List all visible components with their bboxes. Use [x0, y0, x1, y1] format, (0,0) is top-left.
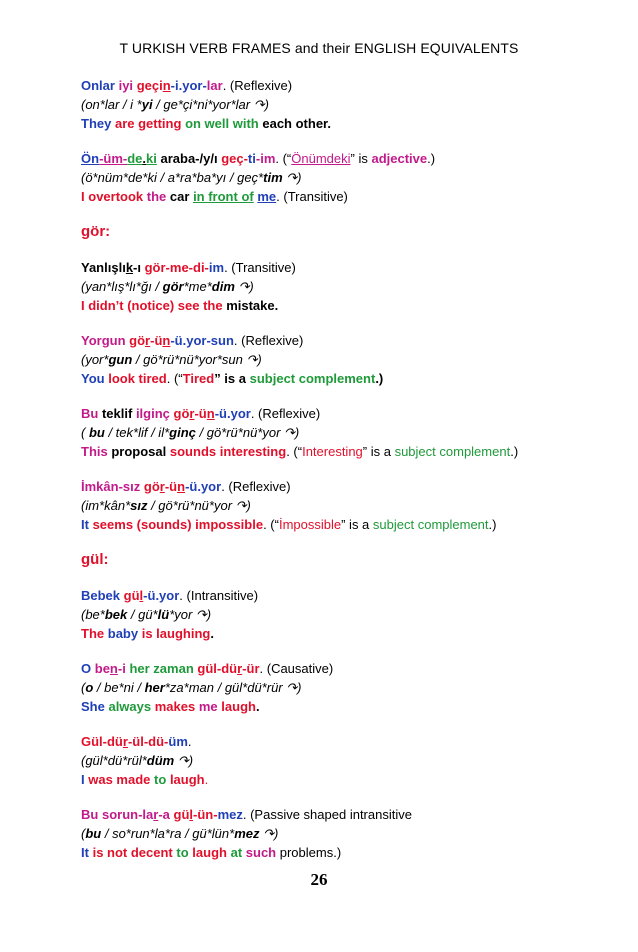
note: ” is a — [214, 371, 250, 386]
syllable-line — [81, 168, 611, 187]
word: always — [108, 699, 152, 714]
example-imkansiz — [81, 477, 611, 534]
turkish-sentence — [81, 331, 611, 350]
word: r — [159, 479, 165, 494]
word: was made — [88, 772, 151, 787]
turkish-sentence — [81, 805, 611, 824]
word: to — [154, 772, 167, 787]
syllable-line — [81, 751, 611, 770]
frame-label: . (Reflexive) — [233, 333, 304, 348]
word: The — [81, 626, 105, 641]
syllables: *za*man / gül*dü*rür ↷) — [164, 680, 302, 695]
syllables: mez — [234, 826, 260, 841]
syllables: yi — [141, 97, 153, 112]
example-yanlisligi — [81, 258, 611, 315]
word: . — [204, 772, 209, 787]
word: Yorgun — [81, 333, 126, 348]
english-sentence — [81, 697, 611, 716]
word: -ü.yor- — [170, 333, 211, 348]
word: It — [81, 845, 89, 860]
note: ” is a — [362, 444, 395, 459]
word: It — [81, 517, 89, 532]
frame-label: . (Reflexive) — [222, 78, 293, 93]
word: . — [210, 626, 214, 641]
page-header: T URKISH VERB FRAMES and their ENGLISH EQUIVALENTS — [119, 40, 519, 56]
word: ti — [247, 151, 256, 166]
note: .) — [375, 371, 384, 386]
syllables: lar — [104, 97, 120, 112]
word: such — [245, 845, 277, 860]
syllables: ↷) — [174, 753, 194, 768]
word: -im — [255, 151, 276, 166]
syllables: ↷) — [250, 97, 269, 112]
word: -i.yor- — [170, 78, 207, 93]
note: . (“ — [286, 444, 303, 459]
frame-label: . (Intransitive) — [179, 588, 259, 603]
example-onumdeki-araba — [81, 149, 611, 206]
syllable-line — [81, 496, 611, 515]
syllables: bu — [85, 826, 102, 841]
english-sentence — [81, 624, 611, 643]
word: be — [94, 661, 110, 676]
word: I — [81, 189, 85, 204]
word: I — [81, 772, 85, 787]
word: sorun-la — [101, 807, 154, 822]
word: baby — [107, 626, 139, 641]
example-bu-teklif-ilginc — [81, 404, 611, 461]
word: r — [237, 661, 243, 676]
syllables: (be* — [81, 607, 105, 622]
word: n — [162, 78, 171, 93]
syllables: ( — [81, 425, 89, 440]
word: n — [162, 333, 171, 348]
word: laugh — [169, 772, 205, 787]
word: Bu — [81, 807, 99, 822]
word: mistake. — [226, 298, 279, 313]
syllables: *yor ↷) — [169, 607, 212, 622]
turkish-sentence — [81, 76, 611, 95]
turkish-sentence — [81, 732, 611, 751]
syllables: (ö* — [81, 170, 98, 185]
word: r — [122, 734, 128, 749]
word: İmkân-sız — [81, 479, 141, 494]
syllables: gun — [108, 352, 133, 367]
turkish-sentence — [81, 477, 611, 496]
word: Bebek — [81, 588, 121, 603]
word: -ül-dü- — [127, 734, 169, 749]
section-heading-gor: gör: — [81, 223, 111, 240]
word: n — [206, 406, 215, 421]
syllable-line — [81, 605, 611, 624]
syllables: bek — [104, 607, 128, 622]
word: gü — [123, 588, 140, 603]
word: gü — [173, 807, 190, 822]
word: ki — [146, 151, 157, 166]
word: me — [257, 189, 277, 204]
word: is not decent — [92, 845, 173, 860]
note: . (“ — [275, 151, 292, 166]
note: adjective — [371, 151, 428, 166]
turkish-sentence — [81, 659, 611, 678]
word: -üm- — [99, 151, 128, 166]
word: laugh — [221, 699, 256, 714]
word: overtook — [88, 189, 144, 204]
example-yorgun-gorunuyorsun — [81, 331, 611, 388]
syllables: ↷) — [234, 279, 254, 294]
word: geç- — [221, 151, 248, 166]
word: They — [81, 116, 112, 131]
english-sentence — [81, 442, 611, 461]
syllables: ge*çi*ni*yor*lar — [163, 97, 251, 112]
word: -a — [158, 807, 170, 822]
syllables: ( — [81, 680, 86, 695]
word: laugh — [192, 845, 227, 860]
note: . (“ — [263, 517, 279, 532]
syllables: (im*kân* — [81, 498, 131, 513]
syllables: / be*ni / — [93, 680, 145, 695]
word: are getting — [114, 116, 182, 131]
word: k — [125, 260, 134, 275]
word: -ün- — [193, 807, 218, 822]
word: -ü — [194, 406, 207, 421]
word: Onlar — [81, 78, 115, 93]
english-sentence — [81, 369, 611, 388]
syllable-line — [81, 423, 611, 442]
word: She — [81, 699, 105, 714]
note: subject complement — [249, 371, 376, 386]
word: Bu — [81, 406, 99, 421]
word: makes — [154, 699, 196, 714]
word: -ü.yor — [214, 406, 251, 421]
word: This — [81, 444, 108, 459]
syllables: ginç — [169, 425, 196, 440]
note: .) — [488, 517, 497, 532]
word: proposal — [111, 444, 167, 459]
syllables: (yan*lış*lı*ğı / — [81, 279, 163, 294]
syllables: / gö*rü*nü*yor ↷) — [147, 498, 251, 513]
note: .) — [427, 151, 436, 166]
word: geçi — [136, 78, 163, 93]
word: r — [153, 807, 159, 822]
word: Gül-dü — [81, 734, 123, 749]
note: ” is — [350, 151, 372, 166]
syllables: (gül*dü*rül* — [81, 753, 147, 768]
word: gö — [173, 406, 190, 421]
word: to — [176, 845, 189, 860]
word: gö — [129, 333, 146, 348]
word: her zaman — [129, 661, 194, 676]
word: teklif — [101, 406, 133, 421]
word: sounds interesting — [169, 444, 287, 459]
section-heading-gul: gül: — [81, 551, 109, 568]
syllables: düm — [146, 753, 175, 768]
syllables: her — [144, 680, 165, 695]
word: l — [139, 588, 144, 603]
word: me — [198, 699, 218, 714]
note: ” is a — [341, 517, 373, 532]
syllables: (yor* — [81, 352, 109, 367]
page-number: 26 — [310, 870, 328, 889]
syllables: (on* — [81, 97, 105, 112]
frame-label: . (Passive shaped intransitive — [242, 807, 412, 822]
note: İmpossible — [278, 517, 342, 532]
english-sentence — [81, 296, 611, 315]
syllable-line — [81, 350, 611, 369]
syllables: ↷) — [259, 826, 279, 841]
syllables: tim — [263, 170, 283, 185]
syllables: ↷) — [282, 170, 302, 185]
syllables: / i * — [119, 97, 142, 112]
word: r — [189, 406, 195, 421]
word: im — [208, 260, 225, 275]
word: sun — [210, 333, 234, 348]
turkish-sentence — [81, 586, 611, 605]
word: ilginç — [135, 406, 170, 421]
syllables: / gö*rü*nü*yor*sun ↷) — [132, 352, 262, 367]
note: Tired — [182, 371, 215, 386]
word: . — [187, 734, 192, 749]
syllable-line — [81, 678, 611, 697]
example-onlar-iyi-gecin — [81, 76, 611, 133]
turkish-sentence — [81, 258, 611, 277]
word: look tired — [108, 371, 167, 386]
word: car — [169, 189, 190, 204]
syllables: bu — [88, 425, 105, 440]
syllables: sız — [130, 498, 148, 513]
word: araba-/y/ı — [156, 151, 222, 166]
word: -ü.yor — [185, 479, 222, 494]
word: n — [109, 661, 118, 676]
word: üm — [168, 734, 188, 749]
word: r — [145, 333, 151, 348]
word: each other. — [262, 116, 331, 131]
word: -ı — [133, 260, 145, 275]
example-o-beni-guldurur — [81, 659, 611, 716]
syllables: nüm*de*ki — [97, 170, 157, 185]
word: . — [142, 151, 147, 166]
word: gö — [143, 479, 160, 494]
word: l — [189, 807, 194, 822]
frame-label: . (Causative) — [259, 661, 334, 676]
syllables: ( — [81, 826, 86, 841]
note: subject complement — [372, 517, 489, 532]
word: -ür — [242, 661, 260, 676]
example-bebek-guluyor — [81, 586, 611, 643]
turkish-sentence — [81, 149, 611, 168]
word: -ü — [164, 479, 178, 494]
syllable-line — [81, 277, 611, 296]
syllables: dim — [211, 279, 235, 294]
syllables: / gö*rü*nü*yor ↷) — [195, 425, 300, 440]
word: O — [81, 661, 92, 676]
word: gör-me-di- — [144, 260, 209, 275]
word: iyi — [118, 78, 134, 93]
frame-label: . (Transitive) — [276, 189, 348, 204]
word: in front of — [193, 189, 254, 204]
english-sentence — [81, 114, 611, 133]
word: -ü — [150, 333, 163, 348]
syllables: / — [152, 97, 164, 112]
note: subject complement — [394, 444, 511, 459]
syllables: / so*run*la*ra / gü*lün* — [101, 826, 235, 841]
english-sentence — [81, 843, 611, 862]
word: problems.) — [279, 845, 342, 860]
word: seems (sounds) impossible — [92, 517, 264, 532]
word: gül-dü — [197, 661, 238, 676]
example-guldurulduum — [81, 732, 611, 789]
syllables: gör — [162, 279, 184, 294]
syllables: *me* — [183, 279, 212, 294]
word: lar — [206, 78, 223, 93]
syllables: lü — [157, 607, 170, 622]
frame-label: . (Reflexive) — [221, 479, 291, 494]
turkish-sentence — [81, 404, 611, 423]
frame-label: . (Transitive) — [224, 260, 296, 275]
syllable-line — [81, 95, 611, 114]
english-sentence — [81, 187, 611, 206]
syllables: / gü* — [127, 607, 158, 622]
english-sentence — [81, 515, 611, 534]
note: . (“ — [166, 371, 183, 386]
note: Önümdeki — [291, 151, 351, 166]
syllables: o — [85, 680, 94, 695]
word: You — [81, 371, 105, 386]
syllables: / a*ra*ba*yı / geç* — [156, 170, 264, 185]
word: -i — [117, 661, 126, 676]
syllables: / tek*lif / il* — [104, 425, 170, 440]
word: n — [177, 479, 186, 494]
note: .) — [510, 444, 519, 459]
word: -ü.yor — [143, 588, 180, 603]
word: is laughing — [141, 626, 211, 641]
note: Interesting — [302, 444, 363, 459]
word: mez — [217, 807, 243, 822]
word: on well with — [185, 116, 259, 131]
frame-label: . (Reflexive) — [250, 406, 321, 421]
english-sentence — [81, 770, 611, 789]
syllable-line — [81, 824, 611, 843]
word: the — [146, 189, 167, 204]
word: at — [230, 845, 243, 860]
word: . — [255, 699, 260, 714]
example-bu-sorunlara — [81, 805, 611, 862]
word: de — [127, 151, 143, 166]
word: Ön — [81, 151, 100, 166]
page-content — [81, 76, 611, 878]
word: I didn’t (notice) see the — [81, 298, 223, 313]
word: Yanlışlı — [81, 260, 126, 275]
